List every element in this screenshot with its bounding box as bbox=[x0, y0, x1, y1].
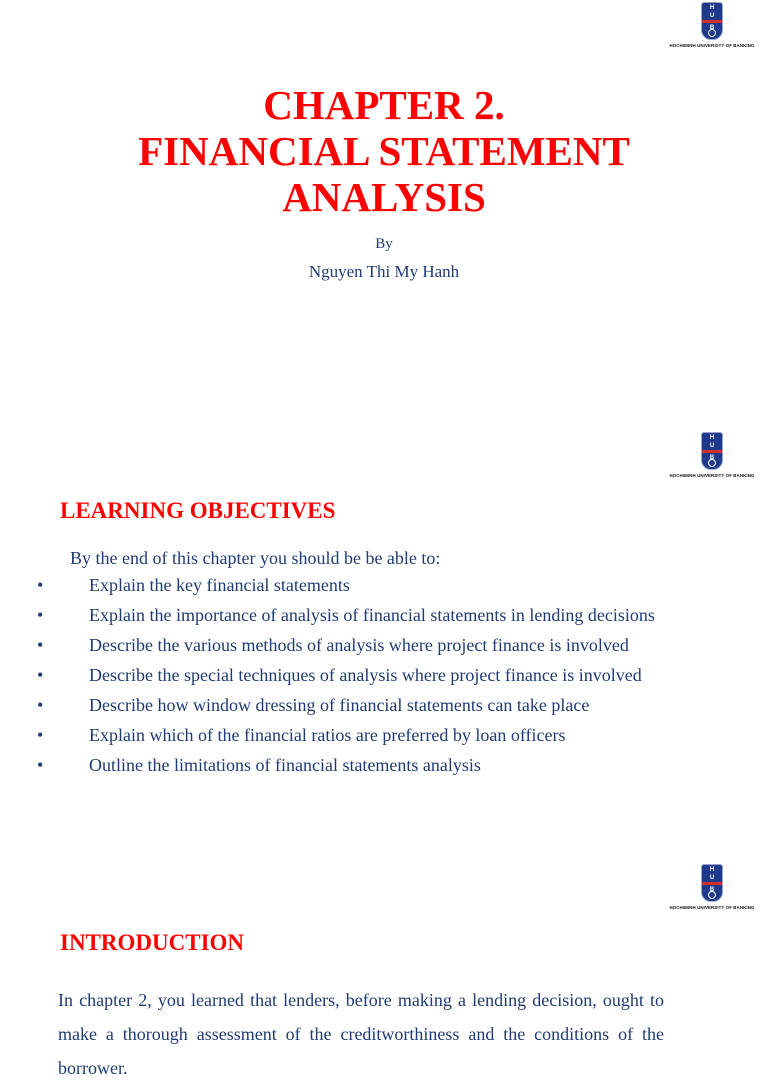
university-logo bbox=[662, 432, 762, 478]
chapter-title bbox=[0, 82, 768, 220]
bullet-icon: • bbox=[37, 635, 44, 655]
bullet-icon: • bbox=[37, 695, 44, 715]
university-logo bbox=[662, 864, 762, 910]
logo-caption: HOCHIMINH UNIVERSITY OF BANKING bbox=[669, 473, 755, 478]
logo-caption: HOCHIMINH UNIVERSITY OF BANKING bbox=[669, 905, 755, 910]
chapter-title-line: ANALYSIS bbox=[282, 174, 486, 220]
objective-item: • Describe how window dressing of financial statements can take place bbox=[37, 695, 590, 715]
chapter-title-line: CHAPTER 2. bbox=[263, 82, 505, 128]
slide-title bbox=[0, 0, 768, 416]
intro-paragraph: In chapter 2, you learned that lenders, before making a lending decision, ought to make a thorough assessment of the creditworthiness and the conditions of the borrower. bbox=[58, 990, 664, 1078]
by-label: By bbox=[375, 236, 393, 252]
chapter-title-line: FINANCIAL STATEMENT bbox=[138, 128, 630, 174]
bullet-icon: • bbox=[37, 575, 44, 595]
objectives-list bbox=[0, 574, 768, 784]
bullet-icon: • bbox=[37, 605, 44, 625]
objective-item: • Describe the various methods of analysis where project finance is involved bbox=[37, 635, 629, 655]
logo-caption: HOCHIMINH UNIVERSITY OF BANKING bbox=[669, 43, 755, 48]
university-logo bbox=[662, 2, 762, 48]
bullet-icon: • bbox=[37, 725, 44, 745]
section-title: LEARNING OBJECTIVES bbox=[60, 498, 336, 523]
objective-item: • Outline the limitations of financial statements analysis bbox=[37, 755, 481, 775]
shield-icon: H U B bbox=[701, 864, 723, 902]
bullet-icon: • bbox=[37, 755, 44, 775]
slide-introduction bbox=[0, 856, 768, 1078]
objective-item: • Explain the importance of analysis of financial statements in lending decisions bbox=[37, 605, 655, 625]
objective-item: • Explain the key financial statements bbox=[37, 575, 350, 595]
objective-item: • Explain which of the financial ratios are preferred by loan officers bbox=[37, 725, 566, 745]
objectives-intro: By the end of this chapter you should be be able to: bbox=[70, 548, 441, 568]
shield-icon: H U B bbox=[701, 432, 723, 470]
bullet-icon: • bbox=[37, 665, 44, 685]
objective-item: • Describe the special techniques of analysis where project finance is involved bbox=[37, 665, 642, 685]
section-title: INTRODUCTION bbox=[60, 930, 245, 955]
shield-icon: H U B bbox=[701, 2, 723, 40]
author-name: Nguyen Thi My Hanh bbox=[308, 262, 460, 281]
slide-learning-objectives bbox=[0, 424, 768, 864]
